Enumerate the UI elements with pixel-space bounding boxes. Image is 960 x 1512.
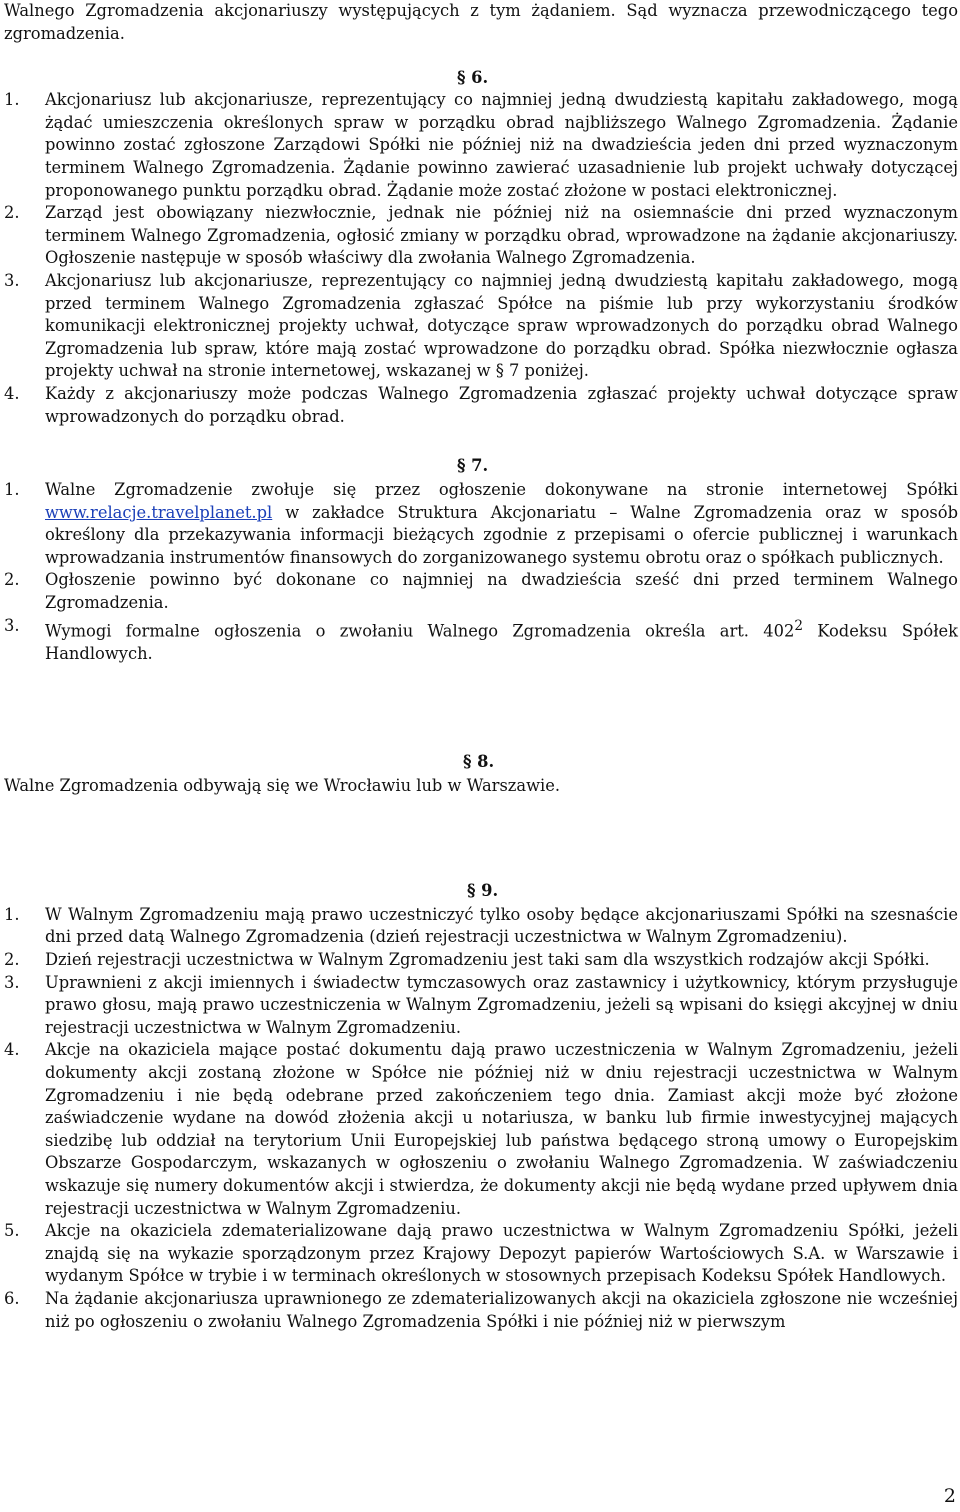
intro-paragraph: Walnego Zgromadzenia akcjonariuszy występujących z tym żądaniem. Sąd wyznacza przewodniczącego tego zgromadzenia. — [4, 1, 958, 43]
item-text: Akcjonariusz lub akcjonariusze, reprezentujący co najmniej jedną dwudziestą kapitału zakładowego, mogą żądać umieszczenia określonych spraw w porządku obrad najbliższego Walnego Zgromadzenia. Żądanie powinno zostać zgłoszone Zarządowi Spółki nie później niż na dwadzieścia jeden dni przed wyznaczonym terminem Walnego Zgromadzenia. Żądanie powinno zawierać uzasadnienie lub projekt uchwały dotyczącej proponowanego punktu porządku obrad. Żądanie może zostać złożone w postaci elektronicznej. — [45, 90, 958, 200]
item-text: Akcjonariusz lub akcjonariusze, reprezentujący co najmniej jedną dwudziestą kapitału zakładowego, mogą przed terminem Walnego Zgromadzenia zgłaszać Spółce na piśmie lub przy wykorzystaniu środków komunikacji elektronicznej projekty uchwał, dotyczące spraw wprowadzonych do porządku obrad Walnego Zgromadzenia lub spraw, które mają zostać wprowadzone do porządku obrad. Spółka niezwłocznie ogłasza projekty uchwał na stronie internetowej, wskazanej w § 7 poniżej. — [45, 270, 958, 381]
item-number: 2. — [4, 950, 20, 970]
item-text-continued: w zakładce Struktura Akcjonariatu – Walne Zgromadzenia oraz w sposób określony dla przekazywania informacji bieżących zgodnie z przepisami o ofercie publicznej i warunkach wprowadzania instrumentów finansowych do zorganizowanego systemu obrotu oraz o spółkach publicznych. — [45, 502, 958, 567]
section-8-paragraph: Walne Zgromadzenia odbywają się we Wrocławiu lub w Warszawie. — [4, 776, 561, 796]
item-text-continued: Kodeksu Spółek Handlowych. — [45, 621, 958, 663]
item-number: 3. — [4, 270, 20, 290]
item-text: Na żądanie akcjonariusza uprawnionego ze zdematerializowanych akcji na okaziciela zgłoszone nie wcześniej niż po ogłoszeniu o zwołaniu Walnego Zgromadzenia Spółki i nie później niż w pierwszym — [45, 1288, 958, 1331]
item-number: 3. — [4, 972, 20, 992]
item-number: 2. — [4, 203, 20, 223]
superscript: 2 — [794, 617, 803, 634]
item-text: Wymogi formalne ogłoszenia o zwołaniu Walnego Zgromadzenia określa art. 402 — [45, 621, 795, 641]
list-item — [4, 615, 958, 666]
item-number: 1. — [4, 90, 20, 110]
item-number: 4. — [4, 1040, 20, 1060]
item-number: 2. — [4, 570, 20, 590]
item-text: Uprawnieni z akcji imiennych i świadectw tymczasowych oraz zastawnicy i użytkownicy, którym przysługuje prawo głosu, mają prawo uczestniczenia w Walnym Zgromadzeniu, jeżeli są wpisani do księgi akcyjnej w dniu rejestracji uczestnictwa w Walnym Zgromadzeniu. — [45, 972, 958, 1037]
list-item — [4, 202, 958, 270]
list-item — [4, 1220, 958, 1288]
list-item — [4, 569, 958, 614]
item-text: W Walnym Zgromadzeniu mają prawo uczestniczyć tylko osoby będące akcjonariuszami Spółki na szesnaście dni przed datą Walnego Zgromadzenia (dzień rejestracji uczestnictwa w Walnym Zgromadzeniu). — [45, 904, 958, 947]
chapter-4-heading — [4, 838, 958, 864]
section-8-title: § 8. — [463, 752, 495, 772]
item-number: 1. — [4, 904, 20, 924]
item-text: Ogłoszenie powinno być dokonane co najmniej na dwadzieścia sześć dni przed terminem Walnego Zgromadzenia. — [45, 570, 958, 613]
list-item — [4, 1039, 958, 1220]
chapter-3-heading — [4, 710, 958, 736]
section-6-title: § 6. — [457, 68, 489, 88]
list-item — [4, 904, 958, 949]
item-number: 1. — [4, 480, 20, 500]
section-9-list — [4, 904, 958, 1333]
section-6-heading — [4, 67, 958, 89]
document-page — [4, 0, 958, 1333]
page-number: 2 — [943, 1485, 956, 1508]
list-item — [4, 89, 958, 202]
item-text: Akcje na okaziciela mające postać dokumentu dają prawo uczestniczenia w Walnym Zgromadzeniu, jeżeli dokumenty akcji zostaną złożone w Spółce nie później niż w dniu rejestracji uczestnictwa w Walnym Zgromadzeniu i nie będą odebrane przed zakończeniem tego dnia. Zamiast akcji może być złożone zaświadczenie wydane na dowód złożenia akcji u notariusza, w banku lub firmie inwestycyjnej mających siedzibę lub oddział na terytorium Unii Europejskiej lub państwa będącego stroną umowy o Europejskim Obszarze Gospodarczym, wskazanych w ogłoszeniu o zwołaniu Walnego Zgromadzenia. W zaświadczeniu wskazuje się numery dokumentów akcji i stwierdza, że dokumenty akcji nie będą wydane przed upływem dnia rejestracji uczestnictwa w Walnym Zgromadzeniu. — [45, 1040, 958, 1218]
section-7-heading — [4, 455, 958, 479]
item-number: 6. — [4, 1288, 20, 1308]
item-text: Walne Zgromadzenie zwołuje się przez ogłoszenie dokonywane na stronie internetowej Spółki — [45, 480, 958, 500]
website-link[interactable]: www.relacje.travelplanet.pl — [45, 502, 273, 522]
section-6-list — [4, 89, 958, 428]
item-text: Zarząd jest obowiązany niezwłocznie, jednak nie później niż na osiemnaście dni przed wyznaczonym terminem Walnego Zgromadzenia, ogłosić zmiany w porządku obrad, wprowadzone na żądanie akcjonariuszy. Ogłoszenie następuje w sposób właściwy dla zwołania Walnego Zgromadzenia. — [45, 203, 958, 268]
list-item — [4, 383, 958, 428]
item-number: 4. — [4, 383, 20, 403]
item-text: Dzień rejestracji uczestnictwa w Walnym Zgromadzeniu jest taki sam dla wszystkich rodzajów akcji Spółki. — [45, 950, 930, 970]
list-item — [4, 479, 958, 569]
section-9-heading — [4, 880, 958, 904]
section-7-list — [4, 479, 958, 665]
item-text: Akcje na okaziciela zdematerializowane dają prawo uczestnictwa w Walnym Zgromadzeniu Spółki, jeżeli znajdą się na wykazie sporządzonym przez Krajowy Depozyt papierów Wartościowych S.A. w Warszawie i wydanym Spółce w trybie i w terminach określonych w stosownych przepisach Kodeksu Spółek Handlowych. — [45, 1221, 958, 1286]
list-item — [4, 972, 958, 1040]
list-item — [4, 1288, 958, 1333]
section-8-heading — [4, 751, 958, 775]
item-number: 3. — [4, 615, 20, 635]
section-9-title: § 9. — [467, 880, 499, 900]
item-text: Każdy z akcjonariuszy może podczas Walnego Zgromadzenia zgłaszać projekty uchwał dotyczące spraw wprowadzonych do porządku obrad. — [45, 383, 958, 426]
section-7-title: § 7. — [457, 456, 489, 476]
list-item — [4, 949, 958, 972]
list-item — [4, 270, 958, 383]
item-number: 5. — [4, 1221, 20, 1241]
